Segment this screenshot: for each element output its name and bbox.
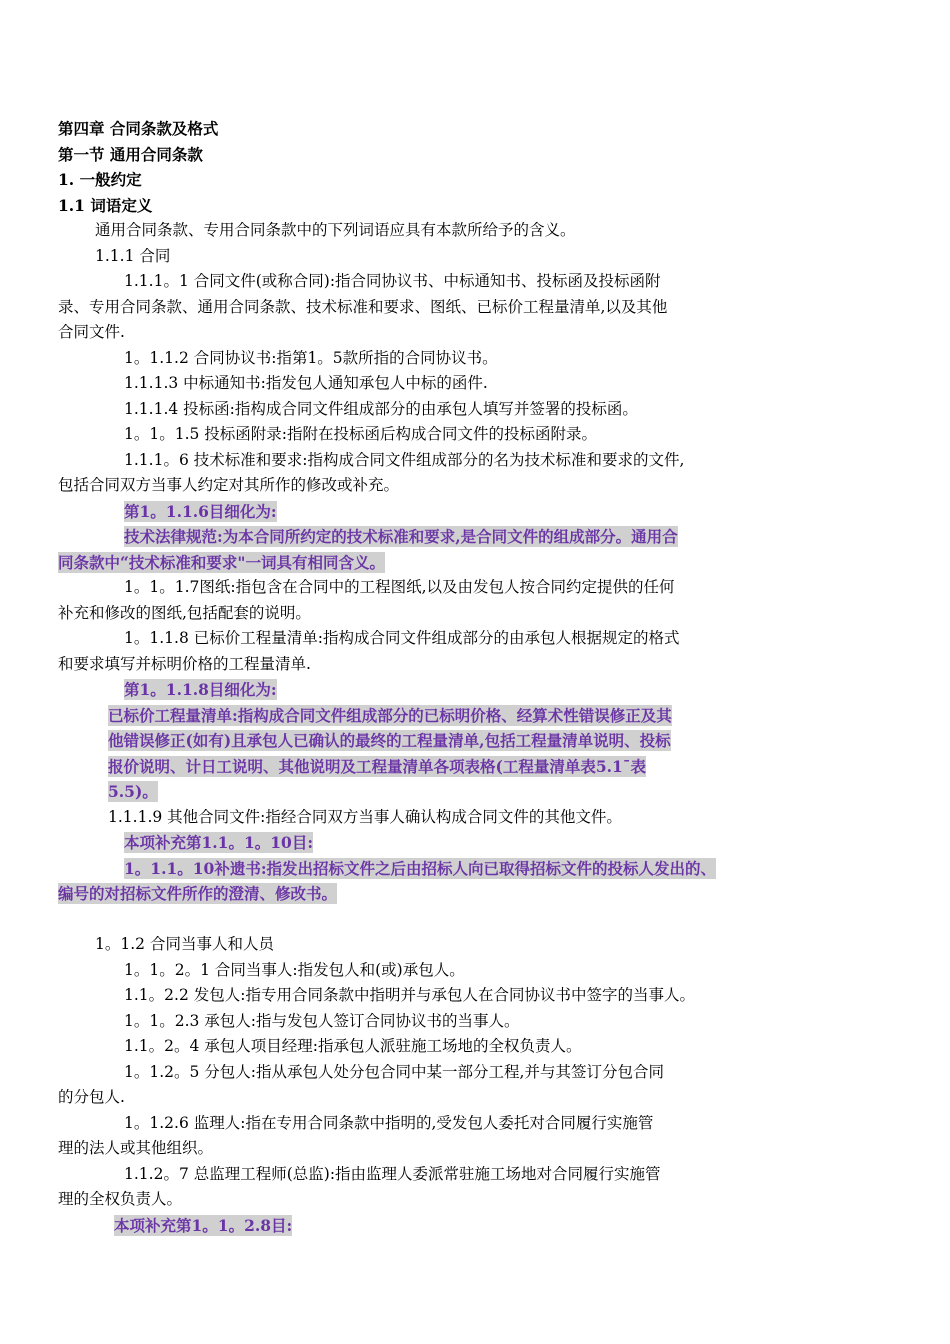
line-text: 合同文件. xyxy=(58,323,125,341)
highlighted-line xyxy=(58,499,848,525)
line-text: 第四章 合同条款及格式 xyxy=(58,119,219,138)
highlighted-line xyxy=(58,754,848,780)
line-text: 1.1.1.9 其他合同文件:指经合同双方当事人确认构成合同文件的其他文件。 xyxy=(108,807,622,826)
text-line xyxy=(58,116,848,142)
highlighted-line xyxy=(58,881,848,907)
line-text: 本项补充第1。1。2.8目: xyxy=(114,1215,293,1235)
highlighted-line xyxy=(58,677,848,703)
text-line xyxy=(58,1085,848,1111)
line-text: 理的全权负责人。 xyxy=(58,1190,183,1208)
text-line xyxy=(58,295,848,321)
line-text: 1。1.1.8 已标价工程量清单:指构成合同文件组成部分的由承包人根据规定的格式 xyxy=(124,629,680,647)
text-line xyxy=(58,1009,848,1035)
text-line xyxy=(58,346,848,372)
text-line xyxy=(58,218,848,244)
highlighted-line xyxy=(58,1213,848,1239)
text-line xyxy=(58,932,848,958)
line-text: 1.1。2.2 发包人:指专用合同条款中指明并与承包人在合同协议书中签字的当事人。 xyxy=(124,986,695,1004)
line-text: 1.1.1。6 技术标准和要求:指构成合同文件组成部分的名为技术标准和要求的文件, xyxy=(124,450,685,469)
highlighted-line xyxy=(58,524,848,550)
line-text: 技术法律规范:为本合同所约定的技术标准和要求,是合同文件的组成部分。通用合 xyxy=(124,527,678,546)
text-line xyxy=(58,397,848,423)
text-line xyxy=(58,626,848,652)
text-line xyxy=(58,652,848,678)
line-text: 1。1.2 合同当事人和人员 xyxy=(95,935,274,953)
line-text: 理的法人或其他组织。 xyxy=(58,1139,214,1157)
line-text: 第1。1.1.8目细化为: xyxy=(124,680,277,699)
text-line xyxy=(58,907,848,933)
text-line xyxy=(58,142,848,168)
text-line xyxy=(58,193,848,219)
text-line xyxy=(58,1034,848,1060)
line-text: 编号的对招标文件所作的澄清、修改书。 xyxy=(58,884,338,903)
text-line xyxy=(58,167,848,193)
text-line xyxy=(58,473,848,499)
text-line xyxy=(58,1187,848,1213)
highlighted-line xyxy=(58,550,848,576)
line-text: 报价说明、计日工说明、其他说明及工程量清单各项表格(工程量清单表5.1¯表 xyxy=(108,756,647,776)
text-line xyxy=(58,371,848,397)
highlighted-line xyxy=(58,830,848,856)
line-text: 1.1。2。4 承包人项目经理:指承包人派驻施工场地的全权负责人。 xyxy=(124,1037,582,1055)
text-line xyxy=(58,269,848,295)
line-text: 已标价工程量清单:指构成合同文件组成部分的已标明价格、经算术性错误修正及其 xyxy=(108,705,672,725)
text-line xyxy=(58,1162,848,1188)
highlighted-line xyxy=(58,728,848,754)
text-line xyxy=(58,320,848,346)
line-text: 的分包人. xyxy=(58,1088,125,1106)
text-line xyxy=(58,244,848,270)
text-line xyxy=(58,422,848,448)
line-text: 1。1.2。5 分包人:指从承包人处分包合同中某一部分工程,并与其签订分包合同 xyxy=(124,1062,664,1081)
line-text: 1。1。1.7图纸:指包含在合同中的工程图纸,以及由发包人按合同约定提供的任何 xyxy=(124,578,675,596)
line-text: 1。1.1。10补遗书:指发出招标文件之后由招标人向已取得招标文件的投标人发出的、 xyxy=(124,858,717,878)
line-text: 1.1.1.4 投标函:指构成合同文件组成部分的由承包人填写并签署的投标函。 xyxy=(124,399,638,418)
line-text: 1。1。2。1 合同当事人:指发包人和(或)承包人。 xyxy=(124,960,465,979)
text-line xyxy=(58,448,848,474)
text-line xyxy=(58,983,848,1009)
line-text: 录、专用合同条款、通用合同条款、技术标准和要求、图纸、已标价工程量清单,以及其他 xyxy=(58,297,668,316)
line-text: 和要求填写并标明价格的工程量清单. xyxy=(58,654,311,673)
line-text: 1. 一般约定 xyxy=(58,170,142,189)
text-line xyxy=(58,601,848,627)
line-text: 包括合同双方当事人约定对其所作的修改或补充。 xyxy=(58,476,400,494)
line-text: 同条款中“技术标准和要求"一词具有相同含义。 xyxy=(58,552,385,572)
line-text: 本项补充第1.1。1。10目: xyxy=(124,833,314,852)
line-text: 1.1.1。1 合同文件(或称合同):指合同协议书、中标通知书、投标函及投标函附 xyxy=(124,272,661,290)
text-line xyxy=(58,575,848,601)
line-text: 通用合同条款、专用合同条款中的下列词语应具有本款所给予的含义。 xyxy=(95,221,576,239)
line-text: 第1。1.1.6目细化为: xyxy=(124,501,277,521)
line-text: 1。1。2.3 承包人:指与发包人签订合同协议书的当事人。 xyxy=(124,1011,520,1030)
line-text: 1.1.2。7 总监理工程师(总监):指由监理人委派常驻施工场地对合同履行实施管 xyxy=(124,1164,661,1183)
line-text: 1。1。1.5 投标函附录:指附在投标函后构成合同文件的投标函附录。 xyxy=(124,425,598,443)
highlighted-line xyxy=(58,856,848,882)
line-text: 1。1.1.2 合同协议书:指第1。5款所指的合同协议书。 xyxy=(124,348,498,367)
line-text: 1.1.1 合同 xyxy=(95,246,171,265)
highlighted-line xyxy=(58,779,848,805)
line-text: 1.1.1.3 中标通知书:指发包人通知承包人中标的函件. xyxy=(124,374,488,392)
text-line xyxy=(58,1111,848,1137)
line-text: 5.5)。 xyxy=(108,782,158,801)
text-line xyxy=(58,1060,848,1086)
line-text: 补充和修改的图纸,包括配套的说明。 xyxy=(58,603,311,622)
text-line xyxy=(58,1136,848,1162)
line-text: 他错误修正(如有)且承包人已确认的最终的工程量清单,包括工程量清单说明、投标 xyxy=(108,731,671,750)
line-text: 1.1 词语定义 xyxy=(58,195,153,215)
line-text: 第一节 通用合同条款 xyxy=(58,144,203,164)
text-line xyxy=(58,958,848,984)
text-line xyxy=(58,805,848,831)
line-text: 1。1.2.6 监理人:指在专用合同条款中指明的,受发包人委托对合同履行实施管 xyxy=(124,1113,654,1132)
document-body xyxy=(58,116,848,1238)
highlighted-line xyxy=(58,703,848,729)
